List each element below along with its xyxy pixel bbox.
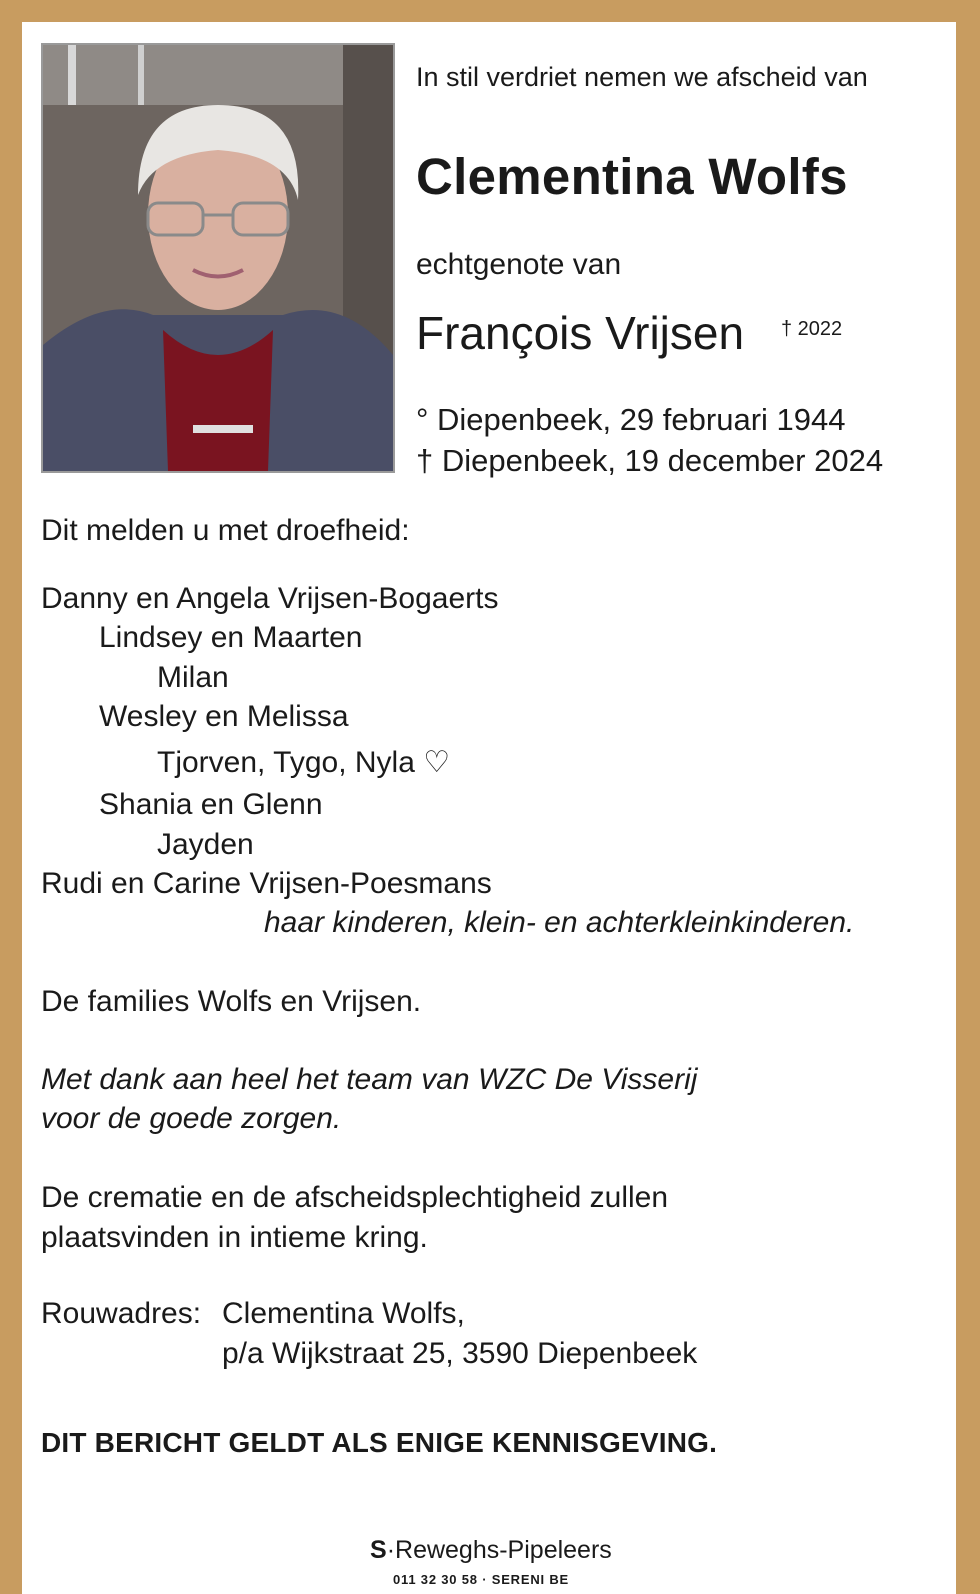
funeral-home-contact: 011 32 30 58 · SERENI BE bbox=[393, 1572, 570, 1587]
birth-line: ° Diepenbeek, 29 februari 1944 bbox=[416, 402, 846, 437]
address-line: Clementina Wolfs, bbox=[222, 1297, 465, 1330]
address-line: p/a Wijkstraat 25, 3590 Diepenbeek bbox=[222, 1337, 698, 1370]
families-line: De families Wolfs en Vrijsen. bbox=[41, 985, 422, 1018]
thanks-line: Met dank aan heel het team van WZC De Visserij bbox=[41, 1063, 698, 1096]
deceased-name: Clementina Wolfs bbox=[416, 148, 848, 205]
spouse-name: François Vrijsen bbox=[416, 307, 745, 359]
funeral-home-label: ·Reweghs-Pipeleers bbox=[386, 1536, 612, 1564]
family-member: Wesley en Melissa bbox=[99, 700, 349, 733]
death-line: † Diepenbeek, 19 december 2024 bbox=[416, 443, 884, 478]
funeral-home-name bbox=[370, 1536, 612, 1565]
spouse-death-mark: † 2022 bbox=[781, 318, 843, 340]
ceremony-line: De crematie en de afscheidsplechtigheid zullen bbox=[41, 1181, 669, 1214]
family-member: Shania en Glenn bbox=[99, 788, 323, 821]
ceremony-line: plaatsvinden in intieme kring. bbox=[41, 1221, 428, 1254]
family-member: Milan bbox=[157, 661, 229, 694]
intro-text: In stil verdriet nemen we afscheid van bbox=[416, 62, 868, 92]
family-member: Danny en Angela Vrijsen-Bogaerts bbox=[41, 582, 499, 615]
thanks-line: voor de goede zorgen. bbox=[41, 1102, 342, 1135]
address-label: Rouwadres: bbox=[41, 1297, 202, 1330]
spouse-label: echtgenote van bbox=[416, 248, 622, 281]
family-member: Tjorven, Tygo, Nyla ♡ bbox=[157, 746, 451, 779]
notice-text: DIT BERICHT GELDT ALS ENIGE KENNISGEVING. bbox=[41, 1427, 718, 1458]
announcement: Dit melden u met droefheid: bbox=[41, 514, 410, 547]
family-member: Lindsey en Maarten bbox=[99, 621, 363, 654]
funeral-home-logo: S bbox=[370, 1536, 387, 1564]
family-member: Jayden bbox=[157, 828, 254, 861]
portrait-photo bbox=[41, 43, 395, 473]
family-member: Rudi en Carine Vrijsen-Poesmans bbox=[41, 867, 492, 900]
family-caption: haar kinderen, klein- en achterkleinkinderen. bbox=[264, 906, 855, 939]
